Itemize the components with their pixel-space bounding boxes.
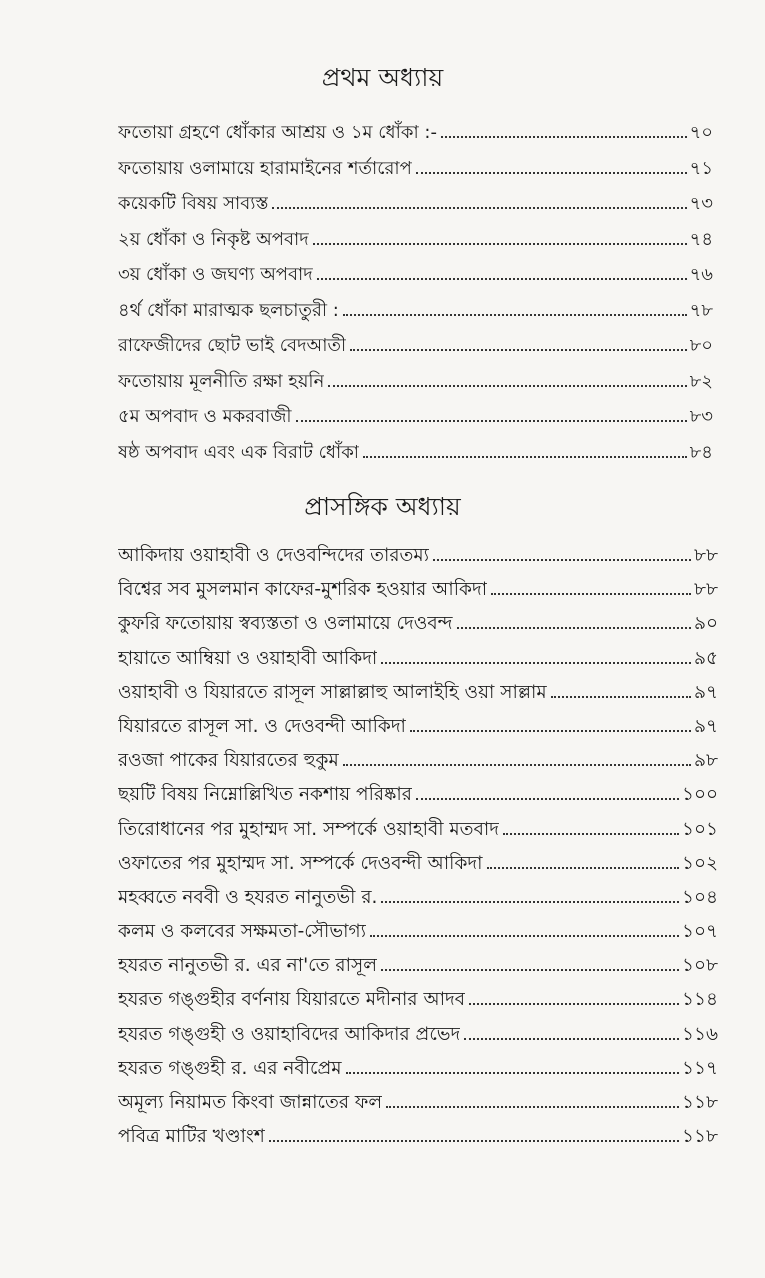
dot-leader [469, 1003, 679, 1005]
toc-entry [118, 917, 718, 951]
toc-entry [118, 541, 718, 575]
dot-leader [317, 278, 687, 280]
toc-entry-title: পবিত্র মাটির খণ্ডাংশ [118, 1126, 265, 1148]
toc-entry [118, 1088, 718, 1122]
toc-entry [118, 296, 713, 332]
dot-leader [416, 798, 679, 800]
toc-entry-page-number: ১০০ [681, 784, 718, 806]
dot-leader [464, 1038, 679, 1040]
toc-entry-title: রওজা পাকের যিয়ারতের হুকুম [118, 750, 339, 772]
dot-leader [343, 314, 687, 316]
toc-entry [118, 1122, 718, 1156]
toc-entry-title: ফতোয়া গ্রহণে ধোঁকার আশ্রয় ও ১ম ধোঁকা :- [118, 122, 437, 143]
toc-entry [118, 1054, 718, 1088]
toc-entry-title: ২য় ধোঁকা ও নিকৃষ্ট অপবাদ [118, 228, 309, 250]
toc-entry [118, 746, 718, 780]
toc-entry-page-number: ১১৭ [681, 1057, 718, 1079]
toc-entry [118, 438, 713, 474]
toc-entry-title: মহব্বতে নববী ও হযরত নানুতভী র. [118, 886, 378, 908]
toc-entry [118, 260, 713, 296]
dot-leader [296, 420, 687, 422]
toc-entry-page-number: ৭৪ [689, 228, 713, 250]
dot-leader [441, 136, 687, 138]
toc-entry-title: বিশ্বের সব মুসলমান কাফের-মুশরিক হওয়ার আকিদা [118, 579, 488, 601]
toc-entry-page-number: ৭৮ [689, 299, 713, 321]
toc-entry [118, 644, 718, 678]
toc-entry-title: ফতোয়ায় মূলনীতি রক্ষা হয়নি [118, 370, 325, 392]
toc-entry [118, 402, 713, 438]
dot-leader [272, 207, 686, 209]
toc-entry-title: ষষ্ঠ অপবাদ এবং এক বিরাট ধোঁকা [118, 441, 360, 463]
toc-entry-page-number: ১০১ [681, 818, 718, 840]
dot-leader [381, 901, 679, 903]
toc-entry-page-number: ৯৮ [693, 750, 718, 772]
dot-leader [370, 935, 679, 937]
dot-leader [551, 696, 691, 698]
toc-entry-page-number: ৯০ [693, 613, 718, 635]
toc-entry [118, 849, 718, 883]
dot-leader [381, 969, 679, 971]
toc-entry [118, 1020, 718, 1054]
toc-entry-title: আকিদায় ওয়াহাবী ও দেওবন্দিদের তারতম্য [118, 545, 430, 566]
toc-entry-title: যিয়ারতে রাসূল সা. ও দেওবন্দী আকিদা [118, 715, 406, 737]
toc-entry [118, 225, 713, 261]
toc-entry-page-number: ৯৭ [693, 681, 718, 703]
toc-entry-page-number: ১১৮ [681, 1092, 718, 1113]
dot-leader [386, 1106, 679, 1108]
toc-entry [118, 189, 713, 225]
toc-entry-title: কয়েকটি বিষয় সাব্যস্ত [118, 193, 269, 214]
dot-leader [416, 172, 687, 174]
toc-entry-page-number: ৭১ [689, 157, 713, 179]
toc-entry-title: ছয়টি বিষয় নিম্নোল্লিখিত নকশায় পরিষ্কার [118, 784, 412, 806]
toc-entry [118, 780, 718, 814]
dot-leader [269, 1140, 679, 1142]
dot-leader [343, 764, 691, 766]
dot-leader [381, 662, 691, 664]
toc-entry-page-number: ১০৪ [681, 886, 718, 908]
toc-list-first-chapter [118, 118, 713, 473]
toc-entry-page-number: ৭৬ [689, 264, 713, 285]
dot-leader [350, 349, 686, 351]
toc-entry-page-number: ৯৫ [693, 647, 718, 669]
toc-entry-page-number: ৭৩ [689, 193, 713, 214]
dot-leader [491, 593, 691, 595]
dot-leader [313, 243, 687, 245]
toc-entry-page-number: ৯৭ [693, 715, 718, 737]
dot-leader [487, 867, 679, 869]
toc-entry-title: ফতোয়ায় ওলামায়ে হারামাইনের শর্তারোপ [118, 157, 412, 179]
chapter-heading-related: প্রাসঙ্গিক অধ্যায় [304, 492, 461, 521]
toc-entry [118, 118, 713, 154]
toc-entry-title: ওফাতের পর মুহাম্মদ সা. সম্পর্কে দেওবন্দী আকিদা [118, 852, 483, 874]
toc-entry-page-number: ১০৮ [681, 955, 718, 977]
toc-entry-title: কলম ও কলবের সক্ষমতা-সৌভাগ্য [118, 921, 366, 943]
toc-entry [118, 712, 718, 746]
toc-entry-title: ৪র্থ ধোঁকা মারাত্মক ছলচাতুরী : [118, 299, 339, 321]
toc-entry-page-number: ৮০ [689, 335, 713, 356]
toc-entry-title: অমূল্য নিয়ামত কিংবা জান্নাতের ফল [118, 1092, 383, 1113]
toc-entry-page-number: ১১৬ [681, 1023, 718, 1045]
toc-entry [118, 154, 713, 190]
toc-entry-page-number: ১১৮ [681, 1126, 718, 1148]
toc-entry-page-number: ৮২ [689, 370, 713, 392]
toc-entry-title: রাফেজীদের ছোট ভাই বেদআতী [118, 335, 347, 356]
toc-entry-title: তিরোধানের পর মুহাম্মদ সা. সম্পর্কে ওয়াহাবী মতবাদ [118, 818, 499, 840]
toc-entry-title: ৫ম অপবাদ ও মকরবাজী [118, 406, 292, 427]
dot-leader [363, 456, 687, 458]
toc-entry-page-number: ১০৭ [681, 921, 718, 943]
dot-leader [433, 559, 691, 561]
toc-entry [118, 331, 713, 367]
toc-list-related-chapter [118, 541, 718, 1156]
toc-entry-title: কুফরি ফতোয়ায় স্বব্যস্ততা ও ওলামায়ে দেওবন্দ [118, 613, 453, 635]
dot-leader [328, 385, 686, 387]
chapter-heading-first: প্রথম অধ্যায় [321, 63, 444, 92]
dot-leader [457, 627, 691, 629]
dot-leader [410, 730, 691, 732]
toc-entry-title: ওয়াহাবী ও যিয়ারতে রাসূল সাল্লাল্লাহু আলাইহি ওয়া সাল্লাম [118, 681, 547, 703]
toc-entry-title: হযরত গঙ্গুহী র. এর নবীপ্রেম [118, 1057, 342, 1079]
toc-entry [118, 815, 718, 849]
toc-entry-page-number: ৮৪ [689, 441, 713, 463]
toc-entry [118, 609, 718, 643]
toc-entry-title: ৩য় ধোঁকা ও জঘণ্য অপবাদ [118, 264, 313, 285]
toc-entry [118, 678, 718, 712]
toc-entry-title: হযরত নানুতভী র. এর না'তে রাসূল [118, 955, 377, 977]
toc-entry [118, 883, 718, 917]
toc-entry-page-number: ৮৮ [693, 545, 718, 566]
toc-entry-page-number: ১০২ [681, 852, 718, 874]
toc-entry-page-number: ৮৩ [689, 406, 713, 427]
toc-entry-page-number: ১১৪ [681, 989, 718, 1011]
toc-entry-page-number: ৮৮ [693, 579, 718, 601]
dot-leader [503, 833, 679, 835]
dot-leader [346, 1072, 679, 1074]
toc-entry-title: হায়াতে আম্বিয়া ও ওয়াহাবী আকিদা [118, 647, 378, 669]
toc-entry [118, 367, 713, 403]
toc-entry [118, 951, 718, 985]
toc-entry-title: হযরত গঙ্গুহী ও ওয়াহাবিদের আকিদার প্রভেদ [118, 1023, 461, 1045]
toc-entry-page-number: ৭০ [689, 122, 713, 143]
toc-entry [118, 985, 718, 1019]
toc-entry [118, 575, 718, 609]
toc-entry-title: হযরত গঙ্গুহীর বর্ণনায় যিয়ারতে মদীনার আদব [118, 989, 466, 1011]
